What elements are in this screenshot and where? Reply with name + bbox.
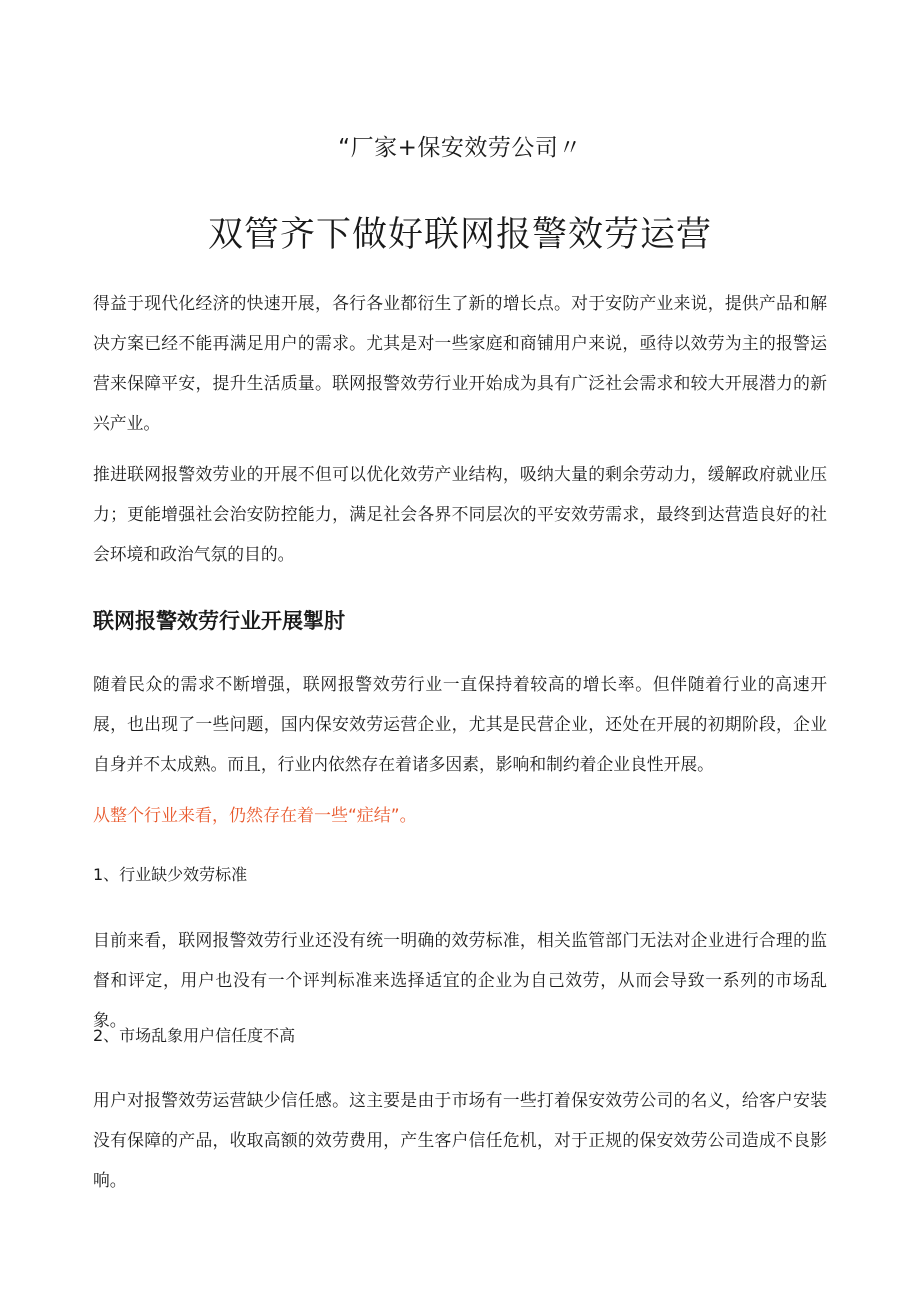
item-body-1: 目前来看，联网报警效劳行业还没有统一明确的效劳标准，相关监管部门无法对企业进行合理的监督和评定，用户也没有一个评判标准来选择适宜的企业为自己效劳，从而会导致一系列的市场乱象。 (93, 930, 827, 1030)
item-heading-2: 2、市场乱象用户信任度不高 (93, 1026, 296, 1045)
intro-paragraph-2: 推进联网报警效劳业的开展不但可以优化效劳产业结构，吸纳大量的剩余劳动力，缓解政府就业压力；更能增强社会治安防控能力，满足社会各界不同层次的平安效劳需求，最终到达营造良好的社会环境和政治气氛的目的。 (93, 464, 827, 564)
section-heading: 联网报警效劳行业开展掣肘 (93, 609, 345, 633)
highlight-text: 从整个行业来看，仍然存在着一些“症结”。 (93, 806, 417, 826)
item-body-2: 用户对报警效劳运营缺少信任感。这主要是由于市场有一些打着保安效劳公司的名义，给客户安装没有保障的产品，收取高额的效劳费用，产生客户信任危机，对于正规的保安效劳公司造成不良影响。 (93, 1090, 827, 1190)
intro-paragraph-1: 得益于现代化经济的快速开展，各行各业都衍生了新的增长点。对于安防产业来说，提供产品和解决方案已经不能再满足用户的需求。尤其是对一些家庭和商铺用户来说，亟待以效劳为主的报警运营来保障平安，提升生活质量。联网报警效劳行业开始成为具有广泛社会需求和较大开展潜力的新兴产业。 (93, 293, 827, 433)
document-title: 双管齐下做好联网报警效劳运营 (207, 215, 712, 255)
item-heading-1: 1、行业缺少效劳标准 (93, 865, 248, 884)
document-subtitle: “厂家+保安效劳公司〃 (338, 135, 582, 161)
section-paragraph: 随着民众的需求不断增强，联网报警效劳行业一直保持着较高的增长率。但伴随着行业的高速开展，也出现了一些问题，国内保安效劳运营企业，尤其是民营企业，还处在开展的初期阶段，企业自身并不太成熟。而且，行业内依然存在着诸多因素，影响和制约着企业良性开展。 (93, 674, 827, 774)
